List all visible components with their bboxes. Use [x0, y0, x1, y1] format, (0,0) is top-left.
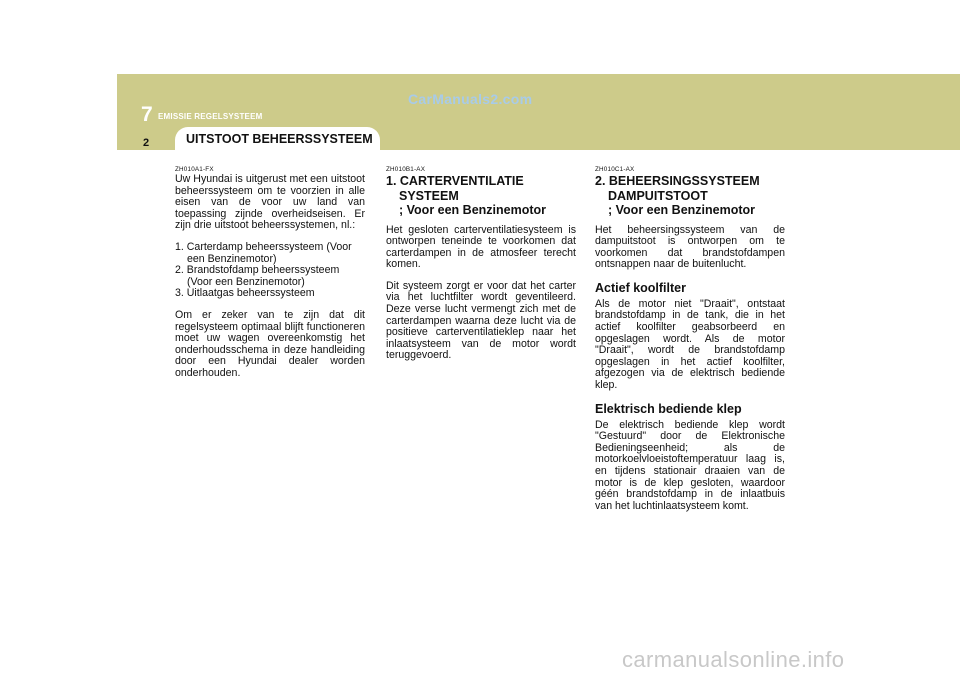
crankcase-paragraph-1: Het gesloten carterventilatiesysteem is ontworpen teneinde te voorkomen dat carterdampen in de atmosfeer terecht komen.: [386, 223, 576, 271]
list-item: 2. Brandstofdamp beheerssysteem (Voor een Benzinemotor): [175, 264, 340, 288]
section-code: ZH010B1-AX: [386, 166, 426, 173]
chapter-title: EMISSIE REGELSYSTEEM: [158, 112, 263, 121]
section-code: ZH010A1-FX: [175, 166, 214, 173]
list-item: 3. Uitlaatgas beheerssysteem: [175, 287, 315, 300]
crankcase-paragraph-2: Dit systeem zorgt er voor dat het carter via het luchtfilter wordt geventileerd. Deze verse lucht vermengt zich met de carterdampen waarna deze lucht via de positieve carterventilatieklep naar het inlaatsysteem van de motor wordt teruggevoerd.: [386, 279, 576, 362]
maintenance-paragraph: Om er zeker van te zijn dat dit regelsysteem optimaal blijft functioneren moet uw wagen overeenkomstig het onderhoudsschema in deze handleiding door een Hyundai dealer worden onderhouden.: [175, 308, 365, 379]
section-tab: [175, 127, 380, 153]
column-evaporative: [595, 166, 785, 512]
crankcase-heading: 1. CARTERVENTILATIE SYSTEEM ; Voor een Benzinemotor: [386, 174, 547, 217]
evaporative-heading: 2. BEHEERSINGSSYSTEEM DAMPUITSTOOT ; Voor een Benzinemotor: [595, 174, 760, 217]
canister-paragraph: Als de motor niet "Draait", ontstaat brandstofdamp in de tank, die in het actief koolfilter geabsorbeerd en opgeslagen wordt. Als de motor "Draait", wordt de brandstofdamp opgeslagen in het actief koolfilter, afgezogen via de elektrisch bediende klep.: [595, 297, 785, 392]
system-list: [175, 242, 365, 300]
section-title: UITSTOOT BEHEERSSYSTEEM: [186, 132, 373, 146]
section-code: ZH010C1-AX: [595, 166, 635, 173]
valve-paragraph: De elektrisch bediende klep wordt "Gestuurd" door de Elektronische Bedieningseenheid; als de motorkoelvloeistoftemperatuur laag is, en tijdens stationair draaien van de motor is de klep gesloten, waardoor géén brandstofdamp in de inlaatbuis van het luchtinlaatsysteem komt.: [595, 418, 785, 512]
canister-heading: Actief koolfilter: [595, 280, 686, 295]
list-item: 1. Carterdamp beheerssysteem (Voor een Benzinemotor): [175, 240, 352, 265]
intro-paragraph: Uw Hyundai is uitgerust met een uitstoot beheerssysteem om te voorzien in alle eisen van de voor uw land van toepassing zijnde overheidseisen. Er zijn drie uitstoot beheerssystemen, nl.:: [175, 173, 365, 232]
watermark-top: CarManuals2.com: [408, 91, 533, 107]
page-number: 2: [143, 137, 150, 149]
column-intro: [175, 166, 365, 380]
evaporative-paragraph: Het beheersingssysteem van de dampuitstoot is ontworpen om te voorkomen dat brandstofdampen ontsnappen naar de buitenlucht.: [595, 223, 785, 271]
column-crankcase: [386, 166, 576, 362]
chapter-number: 7: [141, 103, 153, 126]
watermark-bottom: carmanualsonline.info: [622, 647, 845, 672]
valve-heading: Elektrisch bediende klep: [595, 401, 742, 416]
